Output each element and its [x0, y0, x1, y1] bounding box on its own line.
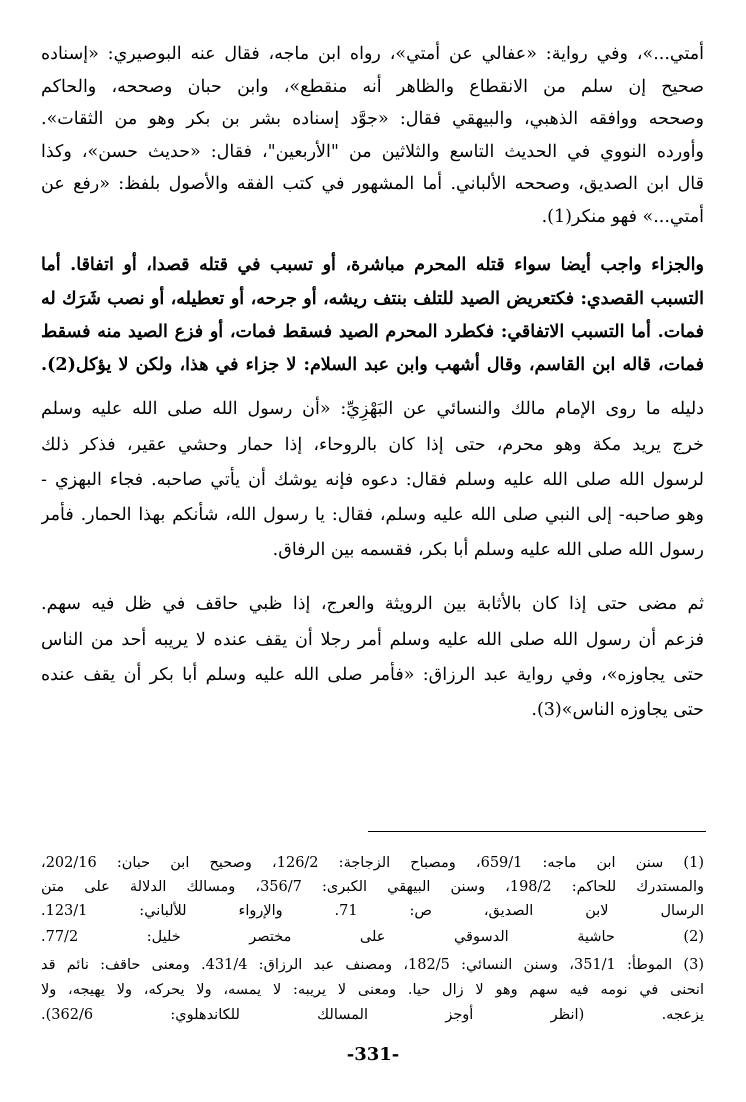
footnote-separator	[368, 831, 706, 832]
footnote-line: يزعجه. (انظر أوجز المسالك للكاندهلوي: 362/6).	[41, 1007, 704, 1023]
footnote-line: (3) الموطأ: 351/1، وسنن النسائي: 182/5، ومصنف عبد الرزاق: 431/4. ومعنى حاقف: نائم قد	[41, 957, 704, 973]
text-line: أمتي...»، وفي رواية: «عفالي عن أمتي»، رواه ابن ماجه، فقال عنه البوصيري: «إسناده	[41, 44, 704, 64]
text-line: أمتي...» فهو منكر(1).	[541, 207, 704, 227]
text-line: حتى يجاوزه الناس»(3).	[531, 700, 704, 720]
text-line: رسول الله صلى الله عليه وسلم أبا بكر، فقسمه بين الرفاق.	[272, 540, 704, 560]
text-line: قال ابن الصديق، وصححه الألباني. أما المشهور في كتب الفقه والأصول بلفظ: «رفع عن	[41, 174, 704, 194]
text-line: لرسول الله صلى الله عليه وسلم فقال: دعوه فإنه يوشك أن يأتي صاحبه. فجاء البهزي -	[41, 470, 704, 490]
text-line: فزعم أن رسول الله صلى الله عليه وسلم أمر رجلا أن يقف عنده لا يريبه أحد من الناس	[41, 630, 704, 650]
text-line-bold: والجزاء واجب أيضا سواء قتله المحرم مباشرة، أو تسبب في قتله قصدا، أو اتفاقا. أما	[41, 255, 704, 275]
text-line: حتى يجاوزه»، وفي رواية عبد الرزاق: «فأمر صلى الله عليه وسلم أبا بكر أن يقف عنده	[41, 665, 704, 685]
text-line: صحيح إن سلم من الانقطاع والظاهر أنه منقطع»، وابن حبان وصححه، والحاكم	[41, 77, 704, 97]
footnote-line: (2) حاشية الدسوقي على مختصر خليل: 77/2.	[41, 929, 704, 945]
text-line: دليله ما روى الإمام مالك والنسائي عن البَهْزِيِّ: «أن رسول الله صلى الله عليه وسلم	[41, 399, 704, 419]
text-line: وهو صاحبه- إلى النبي صلى الله عليه وسلم، فقال: يا رسول الله، شأنكم بهذا الحمار. فأمر	[41, 505, 704, 525]
footnote-line: الرسال لابن الصديق، ص: 71. والإرواء للألباني: 123/1.	[41, 903, 704, 919]
text-line: ثم مضى حتى إذا كان بالأثابة بين الرويثة والعرج، إذا ظبي حاقف في ظل فيه سهم.	[41, 594, 704, 614]
page-number: -331-	[346, 1044, 400, 1065]
text-line: وأورده النووي في الحديث التاسع والثلاثين من "الأربعين"، فقال: «حديث حسن»، وكذا	[41, 142, 704, 162]
text-line-bold: فمات، قاله ابن القاسم، وقال أشهب وابن عبد السلام: لا جزاء في هذا، ولكن لا يؤكل(2).	[41, 355, 704, 375]
text-line-bold: التسبب القصدي: فكتعريض الصيد للتلف بنتف ريشه، أو جرحه، أو تعطيله، أو نصب شَرَك له	[41, 289, 704, 309]
text-line: وصححه ووافقه الذهبي، والبيهقي فقال: «جوَّد إسناده بشر بن بكر وهو من الثقات».	[41, 109, 704, 129]
footnote-line: (1) سنن ابن ماجه: 659/1، ومصباح الزجاجة: 126/2، وصحيح ابن حبان: 202/16،	[41, 855, 704, 871]
footnote-line: والمستدرك للحاكم: 198/2، وسنن البيهقي الكبرى: 356/7، ومسالك الدلالة على متن	[41, 879, 704, 895]
text-line-bold: فمات. أما التسبب الاتفاقي: فكطرد المحرم الصيد فسقط فمات، أو فزع الصيد منه فسقط	[41, 322, 704, 342]
text-line: خرج يريد مكة وهو محرم، حتى إذا كان بالروحاء، إذا حمار وحشي عقير، فذكر ذلك	[41, 435, 704, 455]
footnote-line: انحنى في نومه فيه سهم وهو لا زال حيا. ومعنى لا يريبه: لا يمسه، ولا يحركه، ولا يهيجه، ولا	[41, 982, 704, 998]
